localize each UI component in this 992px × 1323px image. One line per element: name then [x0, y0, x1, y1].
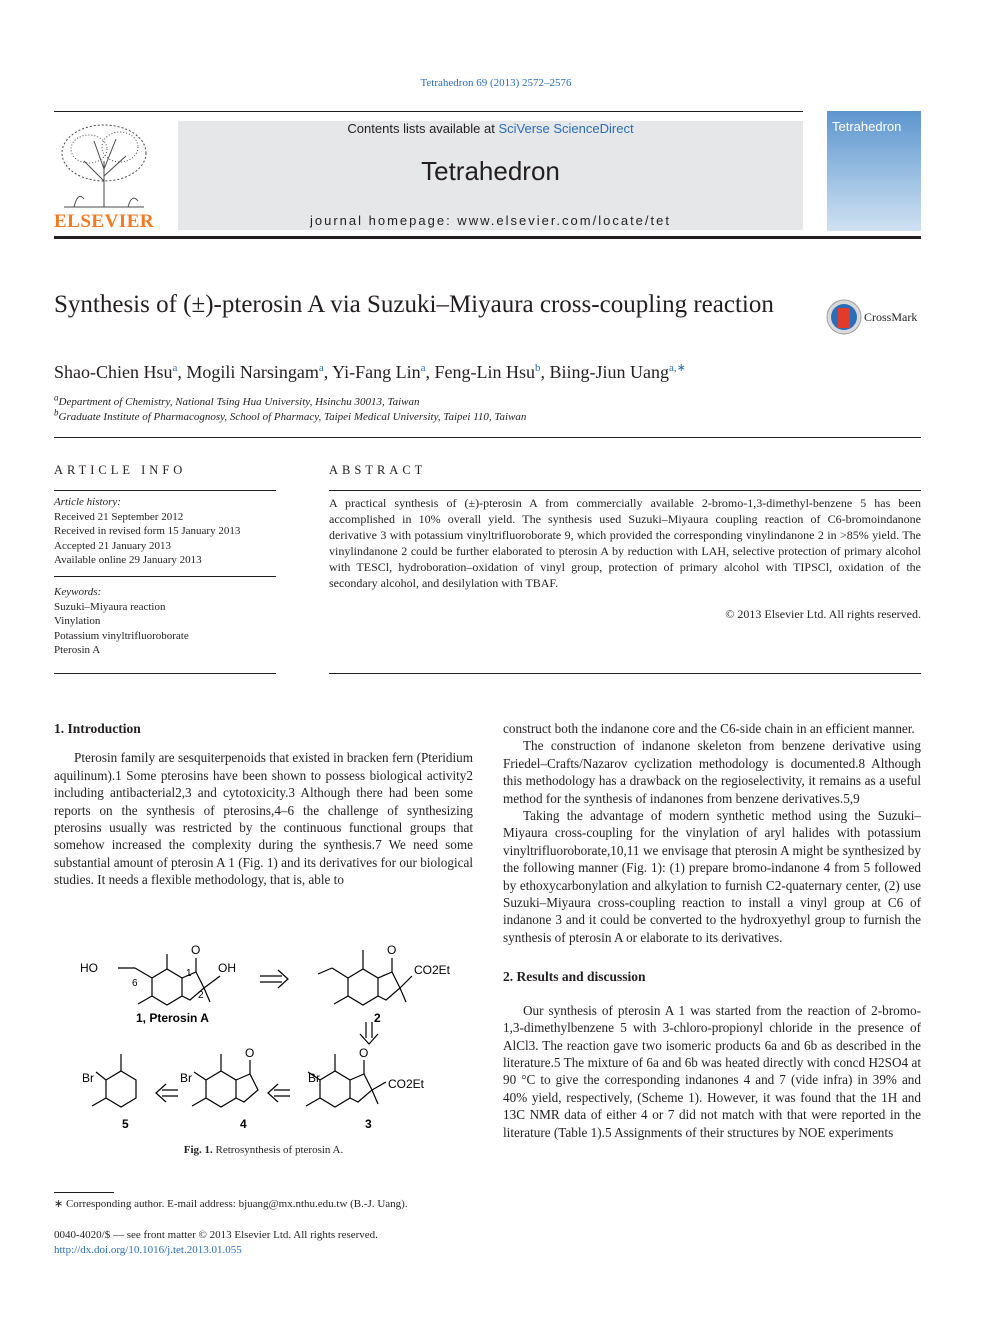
- affiliations: [54, 392, 754, 425]
- keyword: Potassium vinyltrifluoroborate: [54, 629, 189, 642]
- keyword: Pterosin A: [54, 644, 101, 657]
- contents-prefix: Contents lists available at: [347, 121, 499, 136]
- label-o: O: [387, 943, 397, 957]
- label-c1: 1: [186, 968, 192, 979]
- title-divider: [54, 437, 921, 438]
- history-item: Available online 29 January 2013: [54, 554, 202, 567]
- compound-5-ring: [106, 1071, 136, 1107]
- label-c6: 6: [132, 978, 138, 989]
- affiliation: [54, 392, 754, 410]
- compound-4-label: 4: [240, 1117, 247, 1131]
- author-name[interactable]: Feng-Lin Hsu: [434, 362, 536, 382]
- footnote-rule: [54, 1192, 114, 1193]
- history-item: Received 21 September 2012: [54, 510, 184, 523]
- journal-cover-title: Tetrahedron: [832, 119, 902, 134]
- keywords-label: Keywords:: [54, 585, 102, 598]
- compound-3-ring: [320, 1071, 350, 1107]
- author-affil-marker[interactable]: a: [318, 362, 324, 374]
- sciencedirect-link[interactable]: SciVerse ScienceDirect: [498, 121, 634, 136]
- body-column-left: [54, 720, 473, 889]
- results-heading: 2. Results and discussion: [503, 969, 646, 985]
- intro-paragraph: construct both the indanone core and the C6-side chain in an efficient manner.: [503, 721, 915, 736]
- compound-3-label: 3: [365, 1117, 372, 1131]
- doi-link[interactable]: http://dx.doi.org/10.1016/j.tet.2013.01.055: [54, 1244, 242, 1256]
- label-o: O: [245, 1046, 255, 1060]
- intro-paragraph: Taking the advantage of modern synthetic method using the Suzuki–Miyaura cross-coupling for the vinylation of aryl halides with potassium vinyltrifluoroborate,10,11 we envisage that pterosin A might be synthesized by the following manner (Fig. 1): (1) prepare bromo-indanone 4 from 5 followed by ethoxycarbonylation and alkylation to furnish C2-quaternary center, (2) use Suzuki–Miyaura cross-coupling reaction to install a vinyl group at C6 of indanone 3 and it could be converted to the hydroxyethyl group to furnish the synthesis of pterosin A or elaborate to its derivatives.: [503, 808, 921, 945]
- header-rule-top: [54, 111, 803, 112]
- header-rule-bottom: [54, 236, 921, 239]
- compound-2-ring: [348, 969, 378, 1005]
- keywords-block: [54, 576, 276, 658]
- compound-2-label: 2: [374, 1011, 381, 1025]
- intro-heading: 1. Introduction: [54, 721, 141, 736]
- affil-text: Department of Chemistry, National Tsing Hua University, Hsinchu 30013, Taiwan: [58, 396, 420, 408]
- figure-caption: [54, 1144, 473, 1156]
- journal-name: Tetrahedron: [421, 156, 560, 186]
- compound-1-ring: [152, 969, 182, 1005]
- article-title: Synthesis of (±)-pterosin A via Suzuki–Miyaura cross-coupling reaction: [54, 291, 774, 318]
- results-paragraph: Our synthesis of pterosin A 1 was started from the reaction of 2-bromo-1,3-dimethylbenzene 5 with 3-chloro-propionyl chloride in the presence of AlCl3. The reaction gave two isomeric products 6a and 6b as described in the literature.5 The mixture of 6a and 6b was heated directly with concd H2SO4 at 90 °C to give the corresponding indanones 4 and 7 (vide infra) in 39% and 40% yield, respectively, (Scheme 1). However, it was found that the 1H and 13C NMR data of either 4 or 7 did not match with that were reported in the literature (Table 1).5 Assignments of their structures by NOE experiments: [503, 1002, 921, 1140]
- figure-retrosynthesis: [60, 930, 470, 1140]
- body-column-right: [503, 720, 921, 1141]
- elsevier-wordmark: ELSEVIER: [54, 211, 155, 232]
- label-co2et: CO2Et: [414, 963, 451, 977]
- compound-4-ring: [206, 1071, 236, 1107]
- author-name[interactable]: Biing-Jiun Uang: [549, 362, 670, 382]
- article-info: [54, 495, 276, 658]
- abstract-heading: ABSTRACT: [329, 463, 427, 477]
- article-info-heading: ARTICLE INFO: [54, 463, 187, 477]
- abstract-text: A practical synthesis of (±)-pterosin A from commercially available 2-bromo-1,3-dimethyl-benzene 5 has been accomplished in 10% overall yield. The synthesis used Suzuki–Miyaura coupling reaction of C6-bromoindanone derivative 3 with potassium vinyltrifluoroborate 9, which provided the corresponding vinylindanone 2 in >85% yield. The vinylindanone 2 could be further elaborated to pterosin A by reduction with LAH, selective protection of primary alcohol with TESCl, hydroboration–oxidation of vinyl group, protection of primary alcohol with TIPSCl, oxidation of the secondary alcohol, and desilylation with TBAF.: [329, 496, 921, 590]
- affil-marker: a: [54, 392, 59, 403]
- corresponding-footnote: ∗ Corresponding author. E-mail address: bjuang@mx.nthu.edu.tw (B.-J. Uang).: [54, 1198, 408, 1210]
- author-name[interactable]: Mogili Narsingam: [186, 362, 319, 382]
- issn-line: 0040-4020/$ — see front matter © 2013 Elsevier Ltd. All rights reserved.: [54, 1229, 378, 1241]
- contents-line: [178, 121, 803, 136]
- history-label: Article history:: [54, 496, 121, 508]
- abstract-rule: [329, 490, 921, 491]
- journal-homepage[interactable]: journal homepage: www.elsevier.com/locate/tet: [310, 213, 671, 228]
- abstract-copyright: © 2013 Elsevier Ltd. All rights reserved.: [725, 607, 921, 621]
- author-name[interactable]: Shao-Chien Hsu: [54, 362, 173, 382]
- history-item: Accepted 21 January 2013: [54, 539, 171, 552]
- author-affil-marker[interactable]: a,∗: [669, 362, 686, 374]
- label-o: O: [359, 1046, 369, 1060]
- label-co2et: CO2Et: [388, 1077, 425, 1091]
- intro-paragraph: The construction of indanone skeleton from benzene derivative using Friedel–Crafts/Nazarov cyclization methodology is documented.8 Although this methodology has a drawback on the regioselectivity, it remains as a useful method for the synthesis of indanones from benzene derivatives.5,9: [503, 738, 921, 806]
- author-affil-marker[interactable]: b: [535, 362, 541, 374]
- label-br: Br: [180, 1071, 192, 1085]
- keyword: Suzuki–Miyaura reaction: [54, 600, 166, 613]
- author-name[interactable]: Yi-Fang Lin: [332, 362, 421, 382]
- label-o: O: [191, 943, 201, 957]
- history-item: Received in revised form 15 January 2013: [54, 525, 241, 538]
- intro-paragraph: Pterosin family are sesquiterpenoids that existed in bracken fern (Pteridium aquilinum).1 Some pterosins have been shown to possess biological activity2 including antibacterial2,3 and cytotoxicity.3 Although there had been some reports on the synthesis of pterosins,4–6 the challenge of synthesizing pterosins usually was restricted by the continuous functional groups that somehow increased the complexity during the synthesis.7 We need some substantial amount of pterosin A 1 (Fig. 1) and its derivatives for our biological studies. It needs a flexible methodology, that is, able to: [54, 750, 473, 888]
- crossmark-badge[interactable]: [826, 298, 922, 338]
- article-info-rule: [54, 490, 276, 491]
- crossmark-icon: [826, 298, 866, 338]
- crossmark-label: CrossMark: [864, 310, 918, 324]
- compound-1-label: 1, Pterosin A: [136, 1011, 209, 1025]
- affil-marker: b: [54, 407, 59, 418]
- journal-citation[interactable]: Tetrahedron 69 (2013) 2572–2576: [420, 77, 572, 89]
- label-br: Br: [308, 1071, 320, 1085]
- author-affil-marker[interactable]: a: [420, 362, 426, 374]
- affil-text: Graduate Institute of Pharmacognosy, School of Pharmacy, Taipei Medical University, Taipei 110, Taiwan: [58, 411, 527, 423]
- figure-caption-label: Fig. 1.: [183, 1144, 213, 1156]
- label-br: Br: [82, 1071, 94, 1085]
- label-ho: HO: [80, 961, 98, 975]
- affiliation: [54, 407, 754, 425]
- figure-caption-text: Retrosynthesis of pterosin A.: [212, 1144, 344, 1156]
- author-affil-marker[interactable]: a: [172, 362, 178, 374]
- article-info-rule-bottom: [54, 673, 276, 674]
- label-oh: OH: [218, 961, 236, 975]
- compound-5-label: 5: [122, 1117, 129, 1131]
- abstract-rule-bottom: [329, 673, 921, 674]
- front-matter: [54, 1228, 473, 1258]
- keyword: Vinylation: [54, 615, 101, 628]
- label-c2: 2: [198, 990, 204, 1001]
- author-list: Shao-Chien Hsu$^a$, Mogili Narsingam$^a$, Yi-Fang Lin$^a$, Feng-Lin Hsu$^b$, Biing-Jiun Uang$^{a,∗}$: [54, 362, 686, 382]
